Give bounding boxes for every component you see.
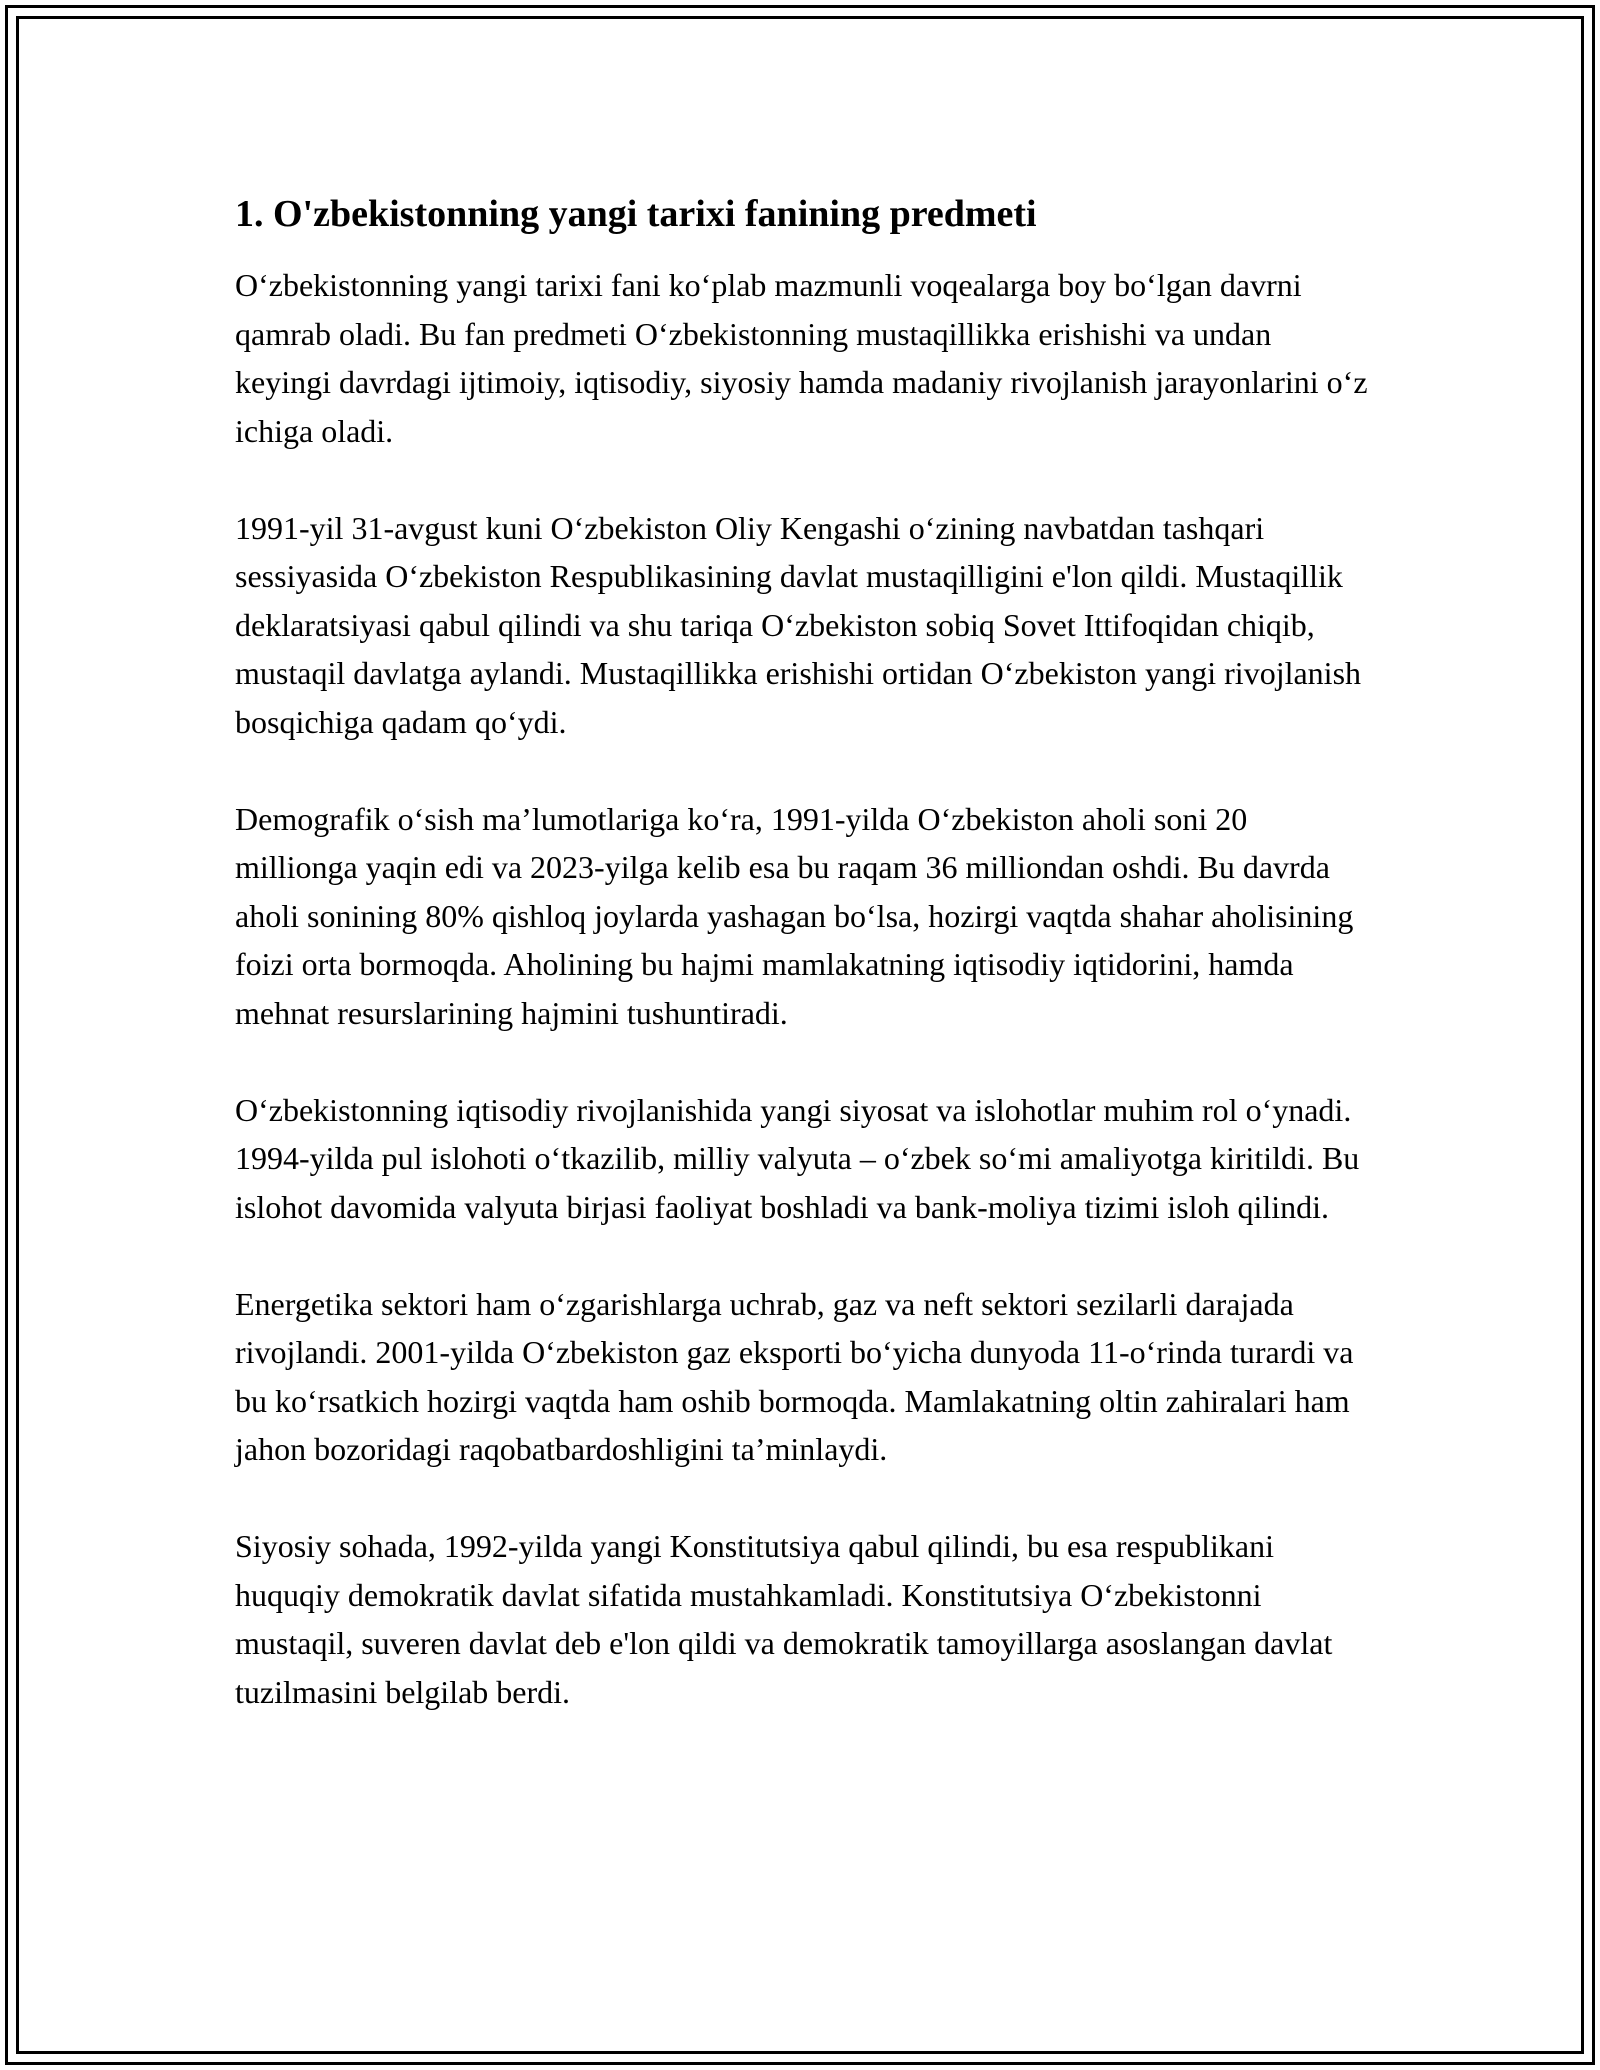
document-body	[235, 188, 1375, 1716]
section-heading: 1. O'zbekistonning yangi tarixi fanining predmeti	[235, 193, 1037, 235]
paragraph-demography: Demografik o‘sish ma’lumotlariga ko‘ra, 1991-yilda O‘zbekiston aholi soni 20 millionga yaqin edi va 2023-yilga kelib esa bu raqam 36 milliondan oshdi. Bu davrda aholi sonining 80% qishloq joylarda yashagan bo‘lsa, hozirgi vaqtda shahar aholisining foizi orta bormoqda. Aholining bu hajmi mamlakatning iqtisodiy iqtidorini, hamda mehnat resurslarining hajmini tushuntiradi.	[235, 800, 1354, 1031]
paragraph-energy: Energetika sektori ham o‘zgarishlarga uchrab, gaz va neft sektori sezilarli darajada rivojlandi. 2001-yilda O‘zbekiston gaz eksporti bo‘yicha dunyoda 11-o‘rinda turardi va bu ko‘rsatkich hozirgi vaqtda ham oshib bormoqda. Mamlakatning oltin zahiralari ham jahon bozoridagi raqobatbardoshligini ta’minlaydi.	[235, 1285, 1354, 1467]
paragraph-economy: O‘zbekistonning iqtisodiy rivojlanishida yangi siyosat va islohotlar muhim rol o‘ynadi. 1994-yilda pul islohoti o‘tkazilib, milliy valyuta – o‘zbek so‘mi amaliyotga kiritildi. Bu islohot davomida valyuta birjasi faoliyat boshladi va bank-moliya tizimi isloh qilindi.	[235, 1091, 1360, 1225]
paragraph-politics: Siyosiy sohada, 1992-yilda yangi Konstitutsiya qabul qilindi, bu esa respublikani huquqiy demokratik davlat sifatida mustahkamladi. Konstitutsiya O‘zbekistonni mustaqil, suveren davlat deb e'lon qildi va demokratik tamoyillarga asoslangan davlat tuzilmasini belgilab berdi.	[235, 1528, 1333, 1710]
paragraph-subject: O‘zbekistonning yangi tarixi fani ko‘plab mazmunli voqealarga boy bo‘lgan davrni qamrab oladi. Bu fan predmeti O‘zbekistonning mustaqillikka erishishi va undan keyingi davrdagi ijtimoiy, iqtisodiy, siyosiy hamda madaniy rivojlanish jarayonlarini o‘z ichiga oladi.	[235, 267, 1368, 449]
paragraph-independence: 1991-yil 31-avgust kuni O‘zbekiston Oliy Kengashi o‘zining navbatdan tashqari sessiyasida O‘zbekiston Respublikasining davlat mustaqilligini e'lon qildi. Mustaqillik deklaratsiyasi qabul qilindi va shu tariqa O‘zbekiston sobiq Sovet Ittifoqidan chiqib, mustaqil davlatga aylandi. Mustaqillikka erishishi ortidan O‘zbekiston yangi rivojlanish bosqichiga qadam qo‘ydi.	[235, 509, 1362, 740]
